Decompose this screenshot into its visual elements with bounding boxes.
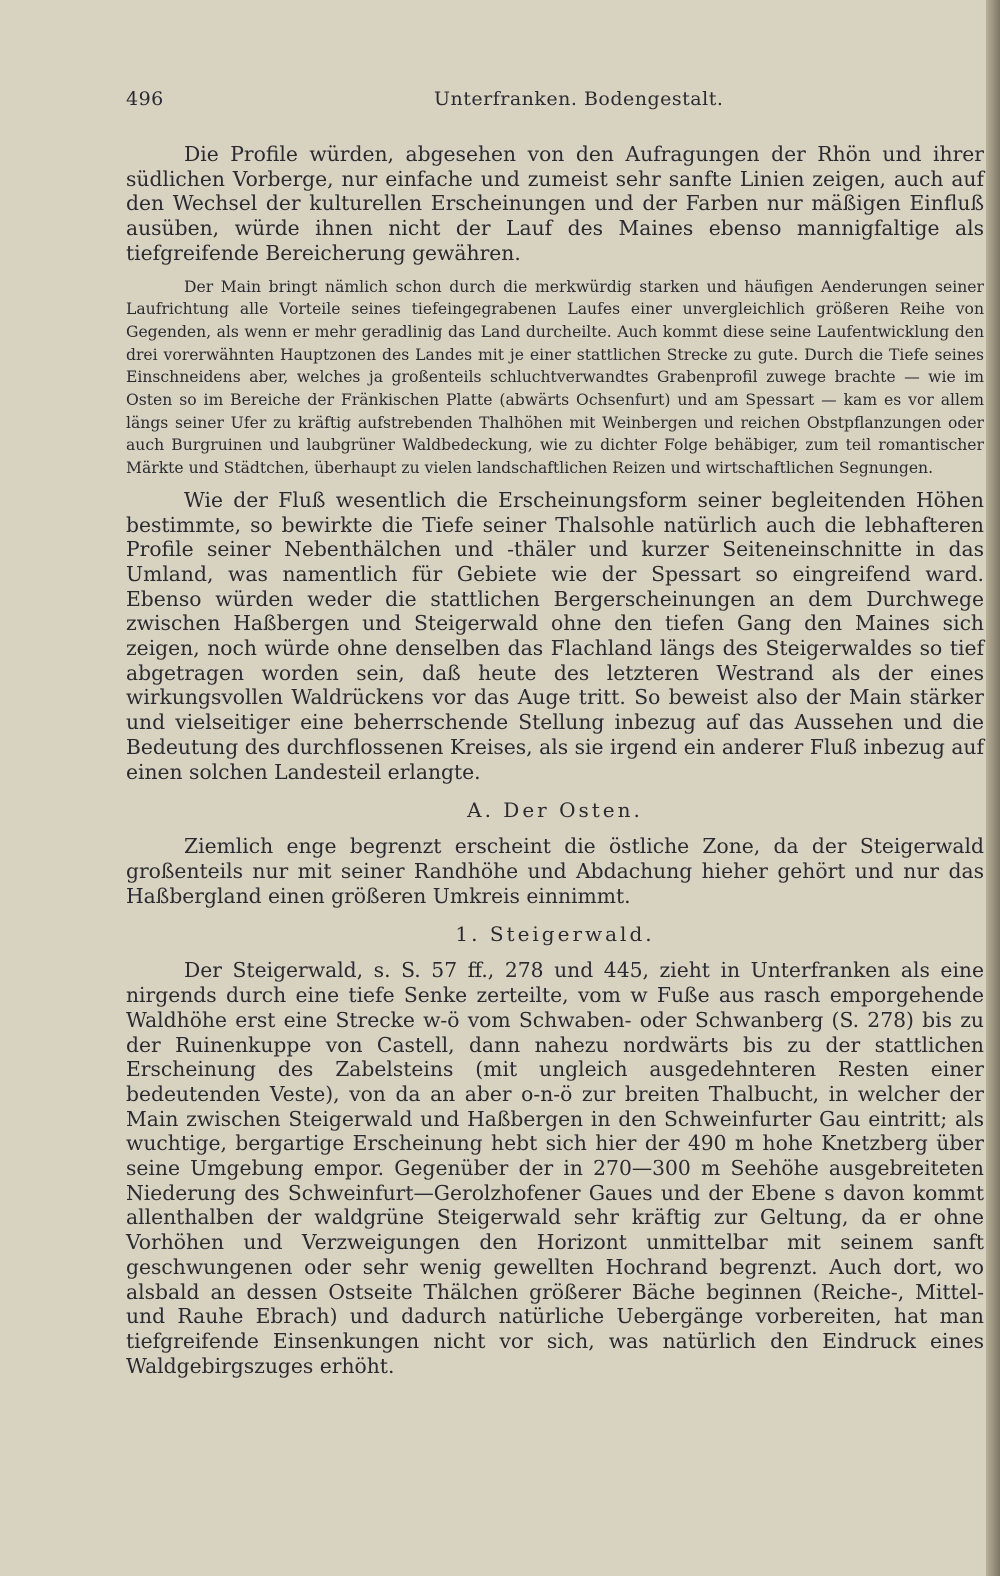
paragraph-eastern-zone: Ziemlich enge begrenzt erscheint die östliche Zone, da der Steigerwald großenteils nur mit seiner Randhöhe und Abdachung hieher gehört und nur das Haßbergland einen größeren Umkreis einnimmt. bbox=[126, 834, 984, 908]
section-title-osten: A. Der Osten. bbox=[467, 798, 643, 823]
running-title: Unterfranken. Bodengestalt. bbox=[434, 88, 724, 110]
paragraph-steigerwald: Der Steigerwald, s. S. 57 ff., 278 und 445, zieht in Unterfranken als eine nirgends durch eine tiefe Senke zerteilte, vom w Fuße aus rasch emporgehende Waldhöhe erst eine Strecke w-ö vom Schwaben- oder Schwanberg (S. 278) bis zu der Ruinenkuppe von Castell, dann nahezu nordwärts bis zu der stattlichen Erscheinung des Zabelsteins (mit ungleich ausgedehnteren Resten einer bedeutenden Veste), von da an aber o-n-ö zur breiten Thalbucht, in welcher der Main zwischen Steigerwald und Haßbergen in den Schweinfurter Gau eintritt; als wuchtige, bergartige Erscheinung hebt sich hier der 490 m hohe Knetzberg über seine Umgebung empor. Gegenüber der in 270—300 m Seehöhe ausgebreiteten Niederung des Schweinfurt—Gerolzhofener Gaues und der Ebene s davon kommt allenthalben der waldgrüne Steigerwald sehr kräftig zur Geltung, da er ohne Vorhöhen und Verzweigungen den Horizont unmittelbar mit seinem sanft geschwungenen oder sehr wenig gewellten Hochrand begrenzt. Auch dort, wo alsbald an dessen Ostseite Thälchen größerer Bäche beginnen (Reiche-, Mittel- und Rauhe Ebrach) und dadurch natürliche Uebergänge vorbereiten, hat man tiefgreifende Einsenkungen nicht vor sich, was natürlich den Eindruck eines Waldgebirgszuges erhöht. bbox=[126, 958, 984, 1378]
page-edge-shadow bbox=[986, 0, 1000, 1576]
page-body bbox=[126, 142, 984, 1378]
subsection-title-steigerwald: 1. Steigerwald. bbox=[455, 922, 655, 947]
paragraph-river-influence: Wie der Fluß wesentlich die Erscheinungsform seiner begleitenden Höhen bestimmte, so bewirkte die Tiefe seiner Thalsohle natürlich auch die lebhafteren Profile seiner Nebenthälchen und -thäler und kurzer Seiteneinschnitte in das Umland, was namentlich für Gebiete wie der Spessart so eingreifend ward. Ebenso würden weder die stattlichen Bergerscheinungen an dem Durchwege zwischen Haßbergen und Steigerwald ohne den tiefen Gang den Maines sich zeigen, noch würde ohne denselben das Flachland längs des Steigerwaldes so tief abgetragen worden sein, daß heute des letzteren Westrand als der eines wirkungsvollen Waldrückens vor das Auge tritt. So beweist also der Main stärker und vielseitiger eine beherrschende Stellung inbezug auf das Aussehen und die Bedeutung des durchflossenen Kreises, als sie irgend ein anderer Fluß inbezug auf einen solchen Landesteil erlangte. bbox=[126, 487, 984, 784]
page-number: 496 bbox=[126, 88, 164, 110]
paragraph-intro: Die Profile würden, abgesehen von den Aufragungen der Rhön und ihrer südlichen Vorberge, nur einfache und zumeist sehr sanfte Linien zeigen, auch auf den Wechsel der kulturellen Erscheinungen und der Farben nur mäßigen Einfluß ausüben, würde ihnen nicht der Lauf des Maines ebenso mannigfaltige als tiefgreifende Bereicherung gewähren. bbox=[126, 142, 984, 265]
paragraph-main-river-note: Der Main bringt nämlich schon durch die merkwürdig starken und häufigen Aenderungen seiner Laufrichtung alle Vorteile seines tiefeingegrabenen Laufes einer unvergleichlich größeren Reihe von Gegenden, als wenn er mehr geradlinig das Land durcheilte. Auch kommt diese seine Laufentwicklung den drei vorerwähnten Hauptzonen des Landes mit je einer stattlichen Strecke zu gute. Durch die Tiefe seines Einschneidens aber, welches ja großenteils schluchtverwandtes Grabenprofil zuwege brachte — wie im Osten so im Bereiche der Fränkischen Platte (abwärts Ochsenfurt) und am Spessart — kam es vor allem längs seiner Ufer zu kräftig aufstrebenden Thalhöhen mit Weinbergen und reichen Obstpflanzungen oder auch Burgruinen und laubgrüner Waldbedeckung, wie zu dichter Folge behäbiger, zum teil romantischer Märkte und Städtchen, überhaupt zu vielen landschaftlichen Reizen und wirtschaftlichen Segnungen. bbox=[126, 277, 984, 478]
